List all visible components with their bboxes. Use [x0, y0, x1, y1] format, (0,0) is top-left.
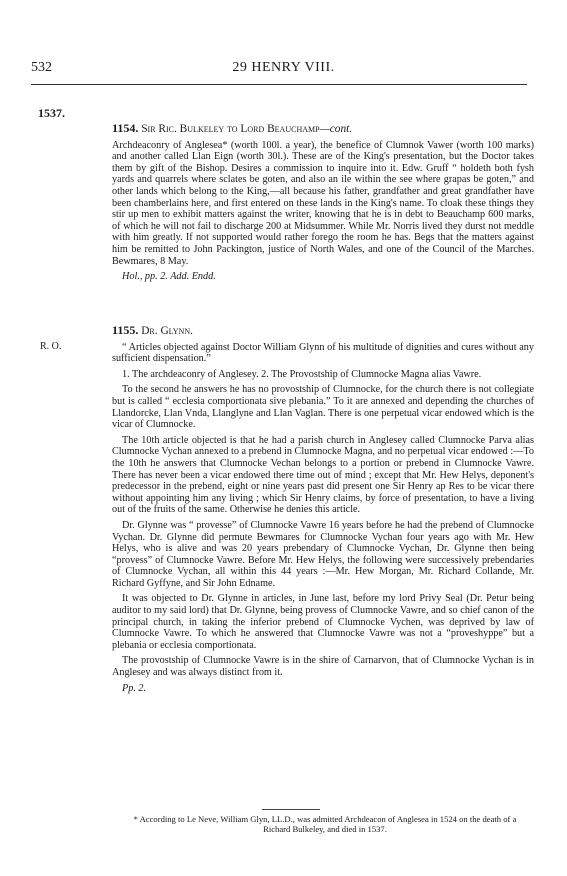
paragraph: 1. The archdeaconry of Anglesey. 2. The Provostship of Clumnocke Magna alias Vawre.: [122, 368, 482, 380]
entry-1154-tail: Hol., pp. 2. Add. Endd.: [122, 271, 216, 283]
year-label: 1537.: [38, 106, 65, 120]
paragraph: The 10th article objected is that he had a parish church in Anglesey called Clumnocke Parva alias Clumnocke Vychan annexed to a prebend in Clumnocke Magna, and no perpetual vicar endowed :—To the 10th he answers that Clumnocke Vechan belongs to a portion or prebend in Clumnocke Vawre. There has never been a vicar endowed there time out of mind ; except that Mr. Hew Helys, deponent's predecessor in the prebend, eight or nine years past did present one Sir Henry ap Res to be vicar there without appointing him any living ; which Sir Henry claims, by force of presentation, to have a living out of the fruits of the same. Otherwise he denies this article.: [112, 434, 534, 516]
entry-1154: [112, 123, 534, 287]
entry-1155-number: 1155.: [112, 323, 139, 337]
paragraph: It was objected to Dr. Glynne in articles, in June last, before my lord Privy Seal (Dr. Petur being auditor to my said lord) that Dr. Glynne, being provess of Clumnocke Vawre, and so chief canon of the principal church, in taking the inferior prebend of Clumnocke Vychen, was deprived by law of Clumnocke Vawre. To which he answered that Clumnocke Vawre was not a “proveshyppe” but a plebania or ecclesia comportionata.: [112, 593, 534, 651]
margin-label-ro: R. O.: [40, 341, 62, 352]
entry-1154-number: 1154.: [112, 121, 139, 135]
running-title: 29 HENRY VIII.: [232, 60, 335, 75]
entry-1154-title: Sir Ric. Bulkeley to Lord Beauchamp: [141, 123, 320, 135]
entry-1154-body: Archdeaconry of Anglesea* (worth 100l. a year), the benefice of Clumnok Vawer (worth 100 marks) and another called Llan Eign (worth 30l.). These are of the King's presentation, but the Doctor takes them by gift of the Bishop. Desires a commission to inquire into it. Edw. Gruff “ holdeth both fysh yards and quarrels where sclates be goten, and also an ile within the see where grapas be goten,” and other lands which belong to the King,—all because his father, grandfather and great grandfather have been chamberlains here, and first entered on these lands in the King's name. To cloak these things they stir up men to exhibit matters against the writer, knowing that he is in debt to Beauchamp 600 marks, of which he will not fail to discharge 200 at Midsummer. While Mr. Norris lived they durst not meddle with him greatly. If not supported would rather forego the room he has. Begs that the matters against him be remitted to John Packington, justice of North Wales, and one of the Council of the Marches. Bewmares, 8 May.: [112, 139, 534, 267]
paragraph: The provostship of Clumnocke Vawre is in the shire of Carnarvon, that of Clumnocke Vychan is in Anglesey and was always distinct from it.: [112, 655, 534, 679]
footnote-rule: [262, 809, 320, 810]
header-rule: [31, 84, 527, 85]
paragraph: Dr. Glynne was “ provesse” of Clumnocke Vawre 16 years before he had the prebend of Clumnocke Vychan. Dr. Glynne did permute Bewmares for Clumnocke Vychan four years ago with Mr. Hew Helys, who is alive and was 20 years prebendary of Clumnocke Vychan, Dr. Glynne then being “provess” of Clumnocke Vawre. Before Mr. Hew Helys, the following were successively prebendaries of Clumnocke Vychan, all within this 44 years :—Mr. Hew Morgan, Mr. Richard Collande, Mr. Richard Gyffyne, and Sir John Edname.: [112, 519, 534, 589]
page-number: 532: [31, 60, 52, 75]
entry-1154-cont: —cont.: [319, 123, 353, 135]
footnote: * According to Le Neve, William Glyn, LL.D., was admitted Archdeacon of Anglesea in 1524 on the death of a Richard Bulkeley, and died in 1537.: [133, 814, 517, 834]
paragraph: “ Articles objected against Doctor William Glynn of his multitude of dignities and cures without any sufficient dispensation.”: [112, 341, 534, 365]
paragraph: To the second he answers he has no provostship of Clumnocke, for the church there is not collegiate but is called “ ecclesia comportionata sive plebania.” To it are annexed and depending the churches of Llandorcke, Llan Vnda, Llanglyne and Llan Vaglan. There is one perpetual vicar endowed which is the vicar of Clumnocke.: [112, 384, 534, 431]
entry-1155-title: Dr. Glynn.: [141, 325, 193, 337]
entry-1155-heading: [112, 325, 534, 338]
entry-1155-tail: Pp. 2.: [122, 682, 147, 694]
entry-1155: [112, 325, 534, 698]
entry-1154-heading: [112, 123, 534, 136]
